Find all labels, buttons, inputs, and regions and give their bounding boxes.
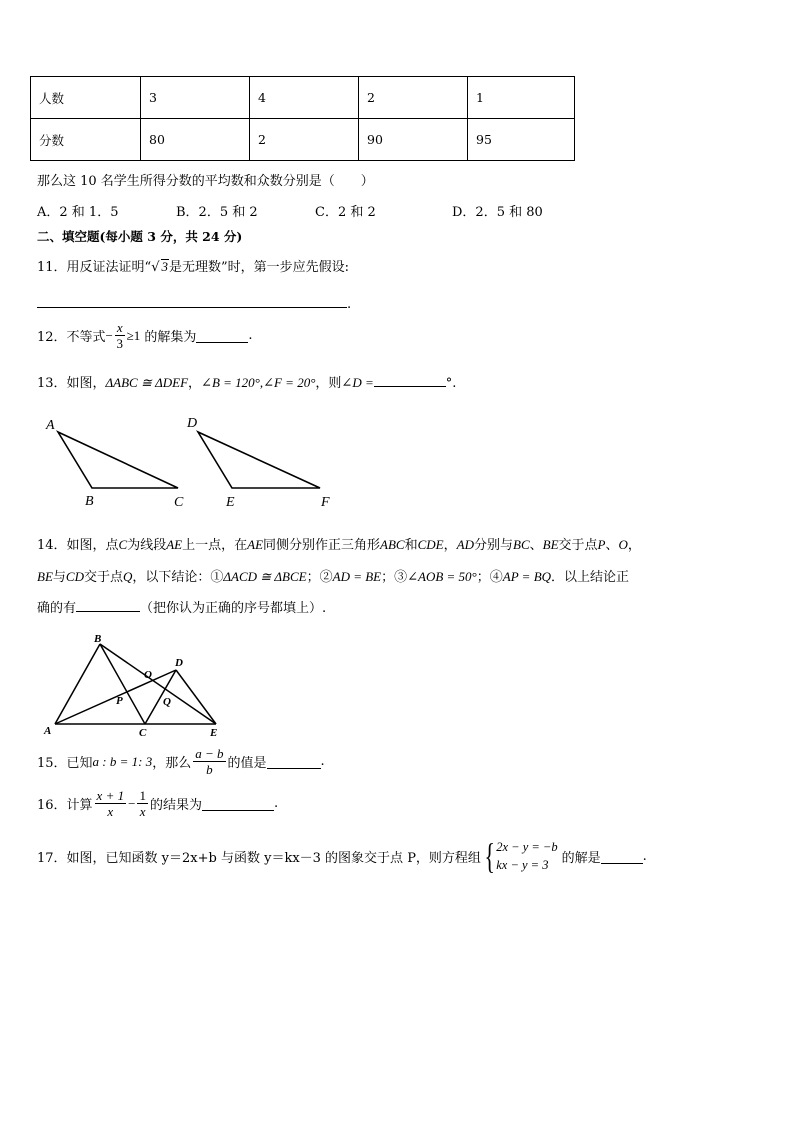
q17-eq1: 2x − y = −b	[496, 840, 558, 854]
table-row-label: 人数	[31, 77, 141, 119]
text-segment: 为线段	[127, 538, 167, 553]
q15-stem	[37, 746, 325, 777]
q10-option-b: B．2．5 和 2	[176, 205, 258, 220]
q14-line-2	[37, 566, 629, 585]
sqrt-symbol: √	[151, 260, 160, 275]
section-title: 二、填空题(每小题 3 分，共 24 分)	[37, 229, 243, 244]
math-term: AD	[456, 537, 474, 552]
q16-fraction-1	[95, 788, 127, 819]
q17-suffix: 的解是	[561, 850, 601, 866]
vertex-label-q: Q	[163, 696, 171, 708]
answer-blank[interactable]	[37, 293, 347, 308]
q16-minus: −	[128, 795, 136, 811]
math-term: ∠AOB = 50°	[407, 569, 477, 584]
q10-option-c: C．2 和 2	[315, 205, 376, 220]
score-table	[30, 76, 575, 161]
segment-ab	[55, 644, 100, 724]
math-term: O	[618, 537, 628, 552]
answer-blank[interactable]	[76, 597, 140, 612]
text-segment: 和	[404, 538, 418, 553]
q15-ratio: a : b = 1: 3	[92, 753, 153, 769]
q16-den2: x	[139, 804, 146, 819]
vertex-label-c: C	[174, 495, 184, 510]
q17-stem	[37, 838, 647, 874]
table-cell: 90	[359, 119, 468, 161]
vertex-label-b: B	[85, 494, 94, 509]
q10-option-d: D．2．5 和 80	[452, 205, 543, 220]
vertex-label-f: F	[321, 495, 330, 510]
q14-line-1	[37, 534, 641, 553]
math-term: BE	[542, 537, 559, 552]
math-term: CDE	[417, 537, 444, 552]
q17-prefix: 17．如图，已知函数 y＝2x+b 与函数 y＝kx－3 的图象交于点 P，则方程组	[37, 850, 481, 866]
q12-fraction	[115, 320, 125, 351]
q12-den: 3	[116, 336, 124, 351]
vertex-label-d: D	[175, 657, 183, 669]
q11-stem	[37, 256, 349, 275]
q16-num2: 1	[139, 788, 146, 803]
q13-congruence: ΔABC ≅ ΔDEF	[105, 375, 189, 390]
q14-line3-prefix: 确的有	[37, 601, 77, 616]
math-term: AD = BE	[332, 569, 382, 584]
q15-mid: ，那么	[152, 756, 192, 771]
vertex-label-a: A	[46, 418, 55, 433]
vertex-label-a: A	[44, 725, 52, 737]
q13-prefix: 13．如图，	[37, 376, 106, 391]
q11-answer-line	[37, 293, 351, 312]
text-segment: ；③	[381, 570, 408, 585]
segment-de	[176, 670, 216, 724]
math-term: Q	[122, 569, 133, 584]
text-segment: 分别与	[473, 538, 513, 553]
text-segment: 与	[52, 570, 66, 585]
q13-end: °.	[445, 376, 457, 391]
q11-end: .	[347, 297, 352, 312]
q17-equations	[496, 838, 557, 874]
text-segment: ；④	[476, 570, 503, 585]
figure-triangles-abc-def	[40, 412, 340, 512]
vertex-label-e: E	[210, 727, 218, 739]
q16-prefix: 16．计算	[37, 798, 93, 813]
math-term: CD	[65, 569, 84, 584]
q14-line-3	[37, 597, 326, 616]
brace-symbol: {	[484, 836, 495, 876]
q16-end: .	[273, 796, 279, 811]
answer-blank[interactable]	[601, 849, 643, 864]
q11-suffix: 是无理数”时，第一步应先假设:	[169, 260, 350, 275]
q13-angles: ∠B = 120°,∠F = 20°	[201, 375, 316, 390]
triangle-def	[198, 432, 320, 488]
q15-num: a − b	[195, 746, 224, 761]
text-segment: 上一点，在	[182, 538, 248, 553]
q15-den: b	[206, 762, 213, 777]
q16-stem	[37, 788, 278, 819]
table-cell: 2	[359, 77, 468, 119]
table-cell: 80	[141, 119, 250, 161]
math-term: ΔACD ≅ ΔBCE	[223, 569, 307, 584]
q16-den1: x	[107, 804, 114, 819]
q17-eq2: kx − y = 3	[496, 858, 549, 872]
segment-be	[100, 644, 216, 724]
text-segment: ，	[627, 538, 641, 553]
figure-equilateral-triangles	[38, 630, 228, 740]
math-term: AE	[166, 537, 183, 552]
text-segment: ；②	[306, 570, 333, 585]
triangle-abc	[58, 432, 178, 488]
vertex-label-o: O	[144, 669, 152, 681]
text-segment: 、	[605, 538, 619, 553]
table-row-label: 分数	[31, 119, 141, 161]
table-row	[31, 119, 575, 161]
q13-ask: ∠D =	[341, 375, 374, 390]
q12-stem	[37, 320, 252, 351]
q12-end: .	[248, 328, 253, 343]
text-segment: 交于点	[558, 538, 598, 553]
q17-equation-system	[481, 838, 558, 874]
vertex-label-b: B	[94, 633, 102, 645]
text-segment: 同侧分别作正三角形	[263, 538, 381, 553]
math-term: AP = BQ	[502, 569, 552, 584]
q16-fraction-2	[137, 788, 148, 819]
q15-end: .	[320, 754, 325, 769]
segment-bc	[100, 644, 145, 724]
q16-num1: x + 1	[96, 788, 125, 803]
text-segment: ，	[443, 538, 457, 553]
table-cell: 4	[250, 77, 359, 119]
answer-blank[interactable]	[202, 796, 274, 811]
table-cell: 3	[141, 77, 250, 119]
q12-prefix: 12．不等式	[37, 330, 106, 345]
q11-radicand: 3	[161, 259, 168, 274]
q16-suffix: 的结果为	[149, 798, 202, 813]
answer-blank[interactable]	[267, 754, 321, 769]
math-term: BC	[513, 537, 530, 552]
q17-end: .	[642, 848, 647, 864]
text-segment: ．以上结论正	[551, 570, 630, 585]
answer-blank[interactable]	[374, 372, 446, 387]
q10-option-a: A．2 和 1．5	[37, 205, 119, 220]
vertex-label-d: D	[187, 416, 198, 431]
table-cell: 95	[468, 119, 575, 161]
table-cell: 2	[250, 119, 359, 161]
q14-line3-suffix: （把你认为正确的序号都填上）.	[140, 601, 327, 616]
table-row	[31, 77, 575, 119]
q15-prefix: 15．已知	[37, 756, 93, 771]
table-cell: 1	[468, 77, 575, 119]
q10-stem: 那么这 10 名学生所得分数的平均数和众数分别是（ ）	[37, 174, 374, 189]
math-term: P	[597, 537, 606, 552]
q12-neg: −	[105, 327, 113, 343]
text-segment: 、	[529, 538, 543, 553]
text-segment: 14．如图，点	[37, 538, 119, 553]
q12-ineq: ≥1	[126, 327, 141, 343]
math-term: BE	[37, 569, 53, 584]
q15-fraction	[193, 746, 225, 777]
q13-stem	[37, 372, 456, 391]
q15-suffix: 的值是	[227, 756, 267, 771]
q12-num: x	[116, 320, 123, 335]
math-term: C	[118, 537, 128, 552]
vertex-label-e: E	[226, 495, 235, 510]
text-segment: ，以下结论：①	[132, 570, 224, 585]
q13-sep2: ，则	[315, 376, 342, 391]
text-segment: 交于点	[83, 570, 123, 585]
q13-sep1: ，	[188, 376, 202, 391]
vertex-label-c: C	[139, 727, 147, 739]
vertex-label-p: P	[116, 695, 123, 707]
math-term: AE	[247, 537, 264, 552]
q12-suffix: 的解集为	[144, 330, 197, 345]
q11-prefix: 11．用反证法证明“	[37, 260, 152, 275]
math-term: ABC	[380, 537, 405, 552]
answer-blank[interactable]	[196, 328, 248, 343]
